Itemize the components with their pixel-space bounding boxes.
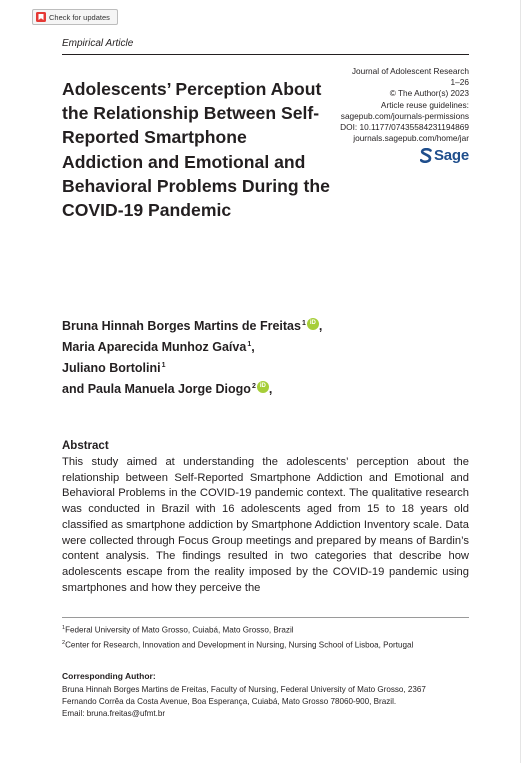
journal-home-link[interactable]: journals.sagepub.com/home/jar <box>353 133 469 144</box>
affiliation-2 <box>62 637 472 652</box>
journal-info <box>269 66 469 144</box>
affiliation-1 <box>62 622 472 637</box>
author-name: Juliano Bortolini <box>62 361 161 375</box>
author-separator: , <box>268 382 273 396</box>
author-list <box>62 316 322 400</box>
author-name: Bruna Hinnah Borges Martins de Freitas <box>62 319 301 333</box>
author-affiliation-mark: 1 <box>161 362 166 369</box>
abstract-text: This study aimed at understanding the adolescents’ perception about the relationship between Self-Reported Smartphone Addiction and Emotional and Behavioral Problems in the COVID-19 pandemic context. The qualitative research was conducted in Brazil with 16 adolescents aged from 15 to 18 years old classified as smartphone addiction by Smartphone Addiction Inventory scale. Data were collected through Focus Group meetings and prepared by means of Bardin’s content analysis. The findings resulted in two categories that describe how adolescents escape from the reality imposed by the COVID-19 pandemic using smartphones and how they perceive the <box>62 456 469 594</box>
author-4 <box>62 379 322 400</box>
author-name: Maria Aparecida Munhoz Gaíva <box>62 340 247 354</box>
orcid-icon[interactable]: iD <box>307 318 319 330</box>
sage-s-icon <box>420 148 432 163</box>
page-range: 1–26 <box>450 77 469 88</box>
author-separator: , <box>251 340 255 354</box>
article-type: Empirical Article <box>62 38 134 49</box>
copyright: © The Author(s) 2023 <box>389 88 469 99</box>
affiliation-mark: 2 <box>62 639 66 646</box>
journal-name: Journal of Adolescent Research <box>351 66 469 76</box>
check-for-updates-button[interactable] <box>32 9 118 25</box>
sage-logo <box>420 147 469 164</box>
sage-logo-text: Sage <box>433 147 469 164</box>
reuse-guidelines-label: Article reuse guidelines: <box>380 99 469 110</box>
author-2 <box>62 337 322 358</box>
affiliation-text: Center for Research, Innovation and Development in Nursing, Nursing School of Lisboa, Portugal <box>65 640 414 650</box>
article-type-rule <box>62 54 469 55</box>
author-separator: , <box>318 319 323 333</box>
author-name: and Paula Manuela Jorge Diogo <box>62 382 251 396</box>
corresponding-author-details <box>62 684 457 721</box>
author-affiliation-mark: 2 <box>251 383 256 390</box>
affiliation-text: Federal University of Mato Grosso, Cuiabá, Mato Grosso, Brazil <box>65 625 294 635</box>
author-1 <box>62 316 322 337</box>
affiliations <box>62 622 472 652</box>
corresponding-author-heading: Corresponding Author: <box>62 671 156 681</box>
abstract-heading: Abstract <box>62 440 109 452</box>
author-3 <box>62 358 322 379</box>
author-affiliation-mark: 1 <box>247 341 252 348</box>
check-for-updates-label: Check for updates <box>49 12 110 22</box>
footnote-rule <box>62 617 469 618</box>
crossmark-icon <box>36 12 46 22</box>
doi[interactable]: DOI: 10.1177/07435584231194869 <box>340 122 469 133</box>
corresponding-author-email[interactable]: Email: bruna.freitas@ufmt.br <box>62 709 166 719</box>
article-title: Adolescents’ Perception About the Relationship Between Self-Reported Smartphone Addiction and Emotional and Behavioral Problems During the COVID-19 Pandemic <box>62 79 330 221</box>
permissions-link[interactable]: sagepub.com/journals-permissions <box>340 110 469 121</box>
affiliation-mark: 1 <box>62 625 66 631</box>
author-affiliation-mark: 1 <box>301 320 306 327</box>
corresponding-author-address: Bruna Hinnah Borges Martins de Freitas, Faculty of Nursing, Federal University of Mato Grosso, 2367 Fernando Corrêa da Costa Avenue, Boa Esperança, Cuiabá, Mato Grosso 78060-900, Brazil. <box>62 685 426 707</box>
orcid-icon[interactable]: iD <box>257 381 269 393</box>
